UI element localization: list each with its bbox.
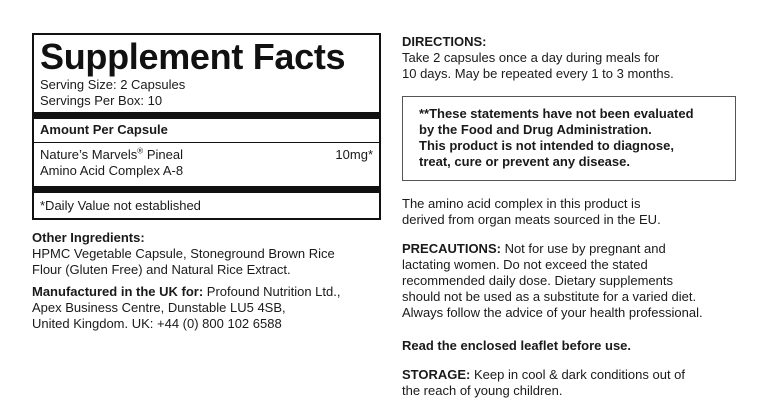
ingredient-row xyxy=(40,143,373,163)
ingredient-amount: 10mg* xyxy=(335,147,373,162)
other-ingredients-line2: Flour (Gluten Free) and Natural Rice Extract. xyxy=(32,262,291,277)
manufacturer-info xyxy=(32,284,392,332)
amino-acid-note xyxy=(402,196,742,228)
leaflet-note: Read the enclosed leaflet before use. xyxy=(402,338,632,353)
storage xyxy=(402,367,742,399)
precautions-line5: Always follow the advice of your health professional. xyxy=(402,305,703,320)
amount-per-capsule-header: Amount Per Capsule xyxy=(40,122,168,137)
manufacturer-line1: Manufactured in the UK for: Profound Nutrition Ltd., xyxy=(32,284,341,299)
registered-mark: ® xyxy=(137,146,144,156)
precautions-line4: should not be used as a substitute for a varied diet. xyxy=(402,289,697,304)
fda-notice-line4: treat, cure or prevent any disease. xyxy=(419,154,630,169)
fda-notice-box xyxy=(402,96,736,181)
ingredient-name-line2: Amino Acid Complex A-8 xyxy=(40,163,184,178)
directions-label: DIRECTIONS: xyxy=(402,34,487,49)
facts-title: Supplement Facts xyxy=(40,36,346,77)
storage-line2: the reach of young children. xyxy=(402,383,563,398)
other-ingredients xyxy=(32,230,392,278)
serving-size: Serving Size: 2 Capsules xyxy=(40,77,186,92)
fda-notice-line1: **These statements have not been evaluated xyxy=(419,106,694,121)
fda-notice-line2: by the Food and Drug Administration. xyxy=(419,122,652,137)
storage-label: STORAGE: xyxy=(402,367,471,382)
servings-per-box: Servings Per Box: 10 xyxy=(40,93,163,108)
precautions-line2: lactating women. Do not exceed the stated xyxy=(402,257,648,272)
amino-note-line1: The amino acid complex in this product is xyxy=(402,196,641,211)
directions xyxy=(402,34,742,82)
manufacturer-line2: Apex Business Centre, Dunstable LU5 4SB, xyxy=(32,300,286,315)
precautions-line3: recommended daily dose. Dietary supplements xyxy=(402,273,673,288)
precautions-line1: PRECAUTIONS: Not for use by pregnant and xyxy=(402,241,666,256)
manufacturer-label: Manufactured in the UK for: xyxy=(32,284,204,299)
ingredient-name: Nature’s Marvels® Pineal xyxy=(40,146,183,162)
divider-thick-bottom xyxy=(34,186,379,193)
directions-line2: 10 days. May be repeated every 1 to 3 months. xyxy=(402,66,674,81)
daily-value-note: *Daily Value not established xyxy=(40,198,201,213)
fda-notice-line3: This product is not intended to diagnose, xyxy=(419,138,674,153)
manufacturer-line3: United Kingdom. UK: +44 (0) 800 102 6588 xyxy=(32,316,282,331)
amino-note-line2: derived from organ meats sourced in the EU. xyxy=(402,212,661,227)
other-ingredients-label: Other Ingredients: xyxy=(32,230,145,245)
directions-line1: Take 2 capsules once a day during meals for xyxy=(402,50,660,65)
supplement-facts-panel xyxy=(32,33,381,220)
divider-thick xyxy=(34,112,379,119)
precautions xyxy=(402,241,742,321)
precautions-label: PRECAUTIONS: xyxy=(402,241,501,256)
storage-line1: STORAGE: Keep in cool & dark conditions out of xyxy=(402,367,686,382)
other-ingredients-line1: HPMC Vegetable Capsule, Stoneground Brown Rice xyxy=(32,246,335,261)
